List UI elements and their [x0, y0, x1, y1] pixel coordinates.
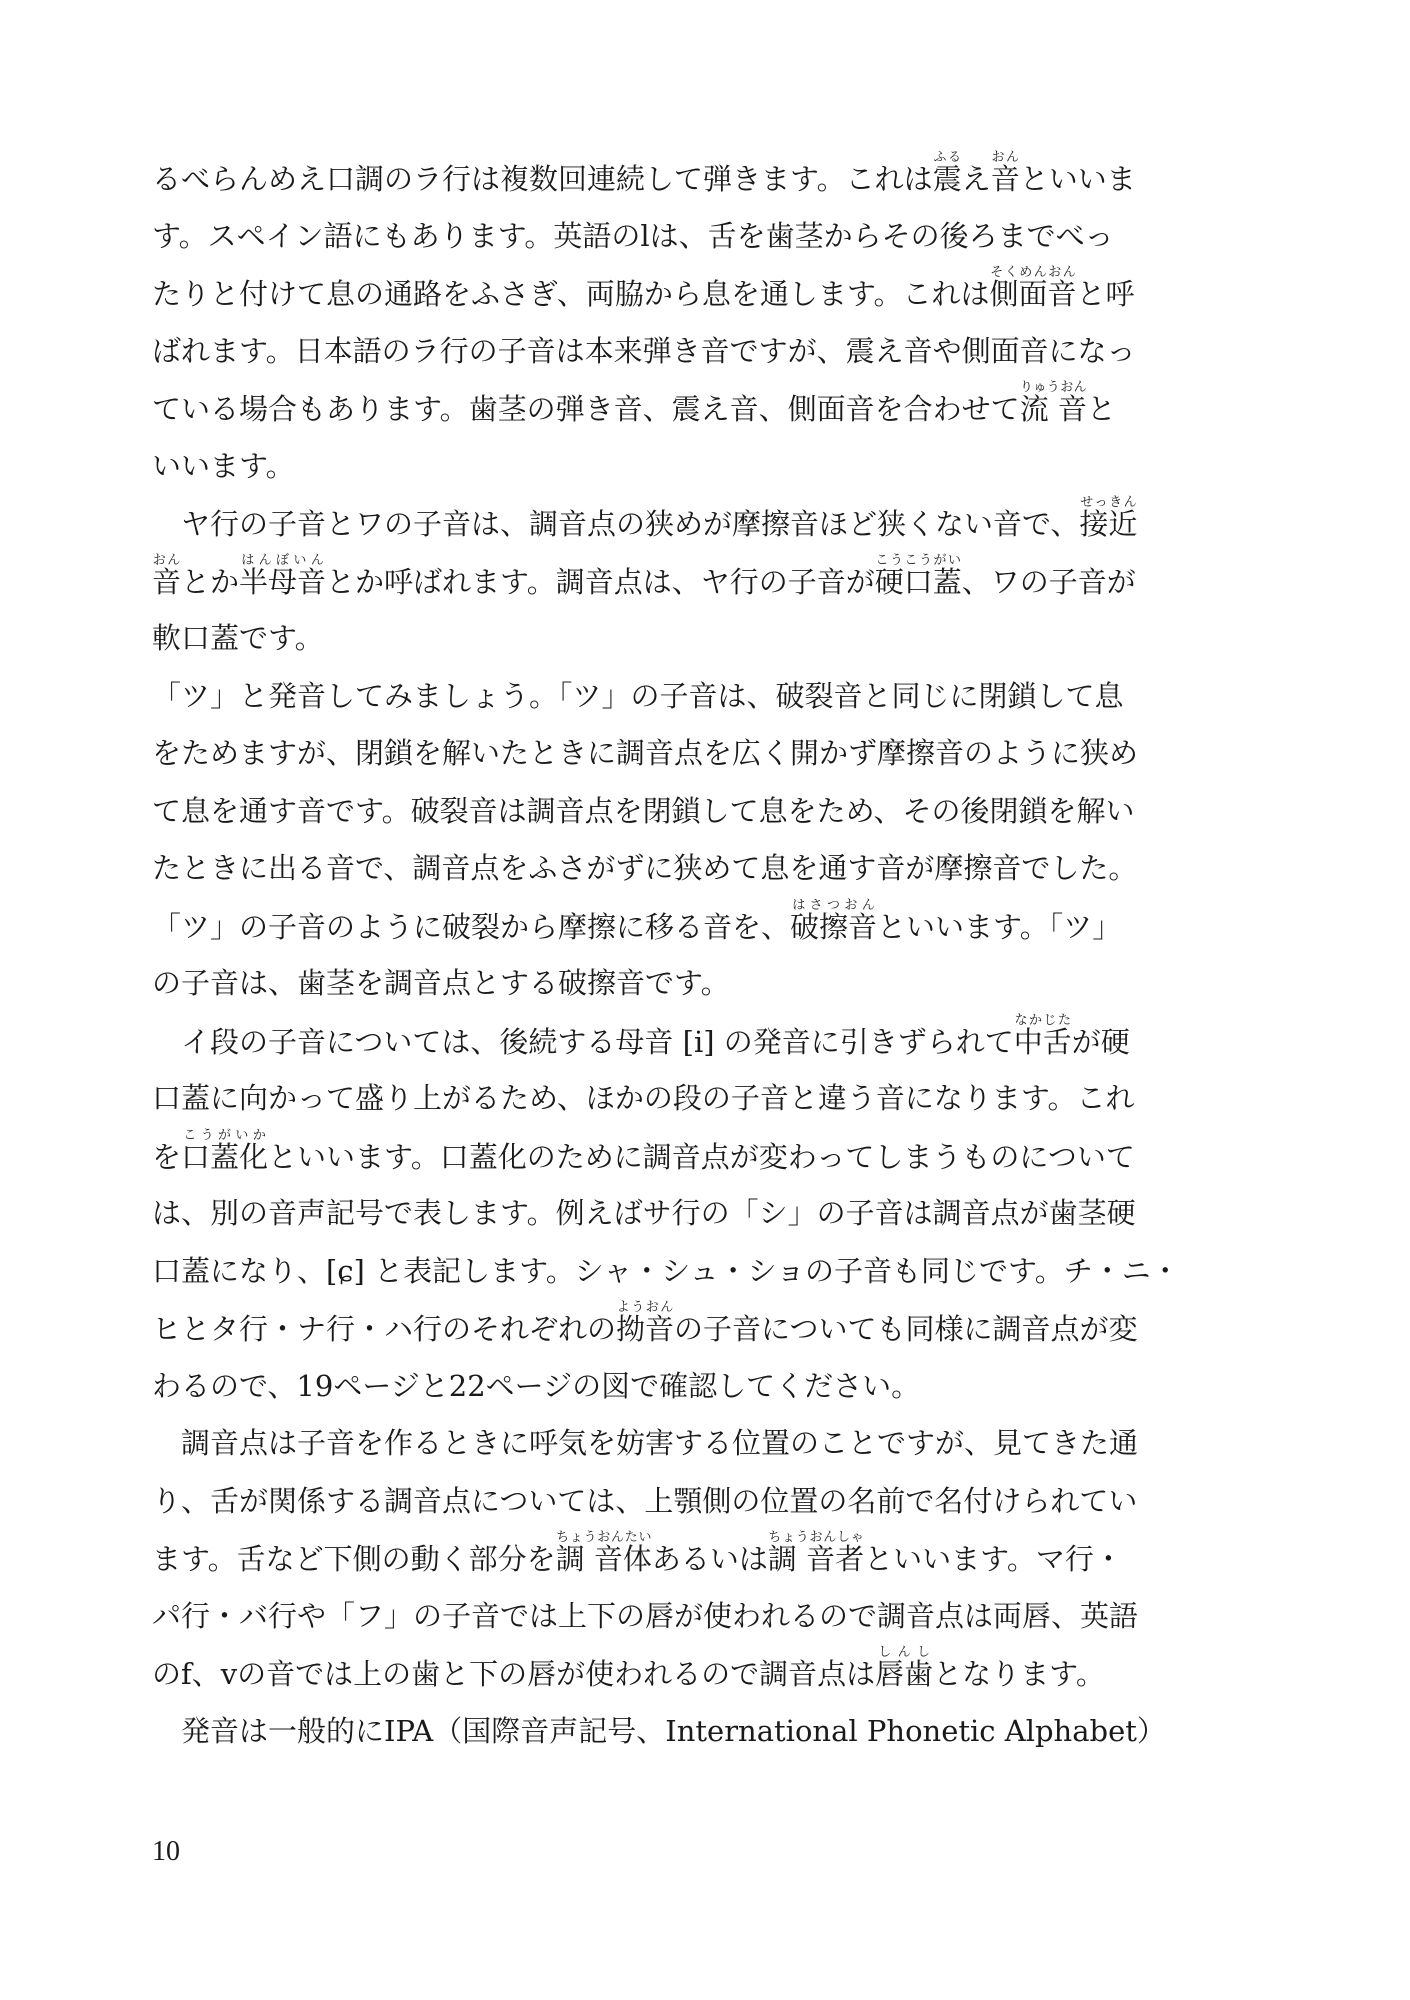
text-line: [152, 323, 1208, 379]
ruby-base: 音: [152, 564, 182, 599]
text-run: 軟口蓋です。: [152, 621, 324, 655]
text-line: [152, 380, 1208, 436]
ruby-reading: ちょうおんたい: [555, 1530, 652, 1545]
ruby-base: 口蓋化: [181, 1139, 269, 1174]
text-run: ばれます。日本語のラ行の子音は本来弾き音ですが、震え音や側面音になっ: [152, 333, 1136, 368]
text-run: 「ツ」と発音してみましょう。「ツ」の子音は、破裂音と同じに閉鎖して息: [152, 678, 1124, 713]
text-line: [152, 1588, 1208, 1644]
text-run: ている場合もあります。歯茎の弾き音、震え音、側面音を合わせて: [152, 392, 1020, 426]
text-line: [152, 265, 1208, 321]
ruby-base: 硬口蓋: [874, 564, 962, 599]
ruby-term: [990, 150, 1020, 196]
text-run: たときに出る音で、調音点をふさがずに狭めて息を通す音が摩擦音でした。: [152, 851, 1138, 885]
text-run: のf、vの音では上の歯と下の唇が使われるので調音点は: [152, 1657, 876, 1691]
text-line: [152, 1300, 1208, 1356]
ruby-reading: ちょうおんしゃ: [767, 1530, 865, 1545]
text-run: て息を通す音です。破裂音は調音点を閉鎖して息をため、その後閉鎖を解い: [152, 793, 1135, 828]
text-line: [152, 553, 1208, 609]
ruby-base: 接近: [1079, 507, 1138, 541]
text-run: の子音は、歯茎を調音点とする破擦音です。: [152, 966, 730, 1000]
text-run: パ行・バ行や「フ」の子音では上下の唇が使われるので調音点は両唇、英語: [152, 1598, 1139, 1633]
text-run: わるので、19ページと22ページの図で確認してください。: [152, 1368, 921, 1403]
ruby-term: [616, 1300, 675, 1346]
text-run: るべらんめえ口調のラ行は複数回連続して弾きます。これは: [152, 162, 933, 196]
text-run: ヤ行の子音とワの子音は、調音点の狭めが摩擦音ほど狭くない音で、: [152, 507, 1080, 541]
text-line: [152, 898, 1208, 954]
text-run: ます。舌など下側の動く部分を: [152, 1542, 556, 1576]
ruby-term: [875, 1645, 934, 1691]
ruby-reading: なかじた: [1013, 1012, 1072, 1028]
text-run: となります。: [933, 1657, 1105, 1691]
ruby-reading: ふる: [932, 150, 962, 165]
text-run: とか: [181, 564, 240, 599]
ruby-term: [874, 552, 962, 599]
text-run: イ段の子音については、後続する母音 [i] の発音に引きずられて: [152, 1024, 1014, 1059]
ruby-base: 側面音: [989, 277, 1077, 311]
ruby-reading: そくめんおん: [989, 265, 1077, 280]
body-text: [152, 150, 1208, 1760]
ruby-base: 破擦音: [790, 909, 878, 944]
text-line: [152, 1645, 1208, 1701]
text-line: [152, 1128, 1208, 1184]
text-line: [152, 1530, 1208, 1586]
text-run: り、舌が関係する調音点については、上顎側の位置の名前で名付けられてい: [152, 1483, 1138, 1518]
ruby-base: 拗音: [616, 1312, 675, 1346]
text-line: [152, 1358, 1208, 1414]
ruby-base: 流 音: [1019, 392, 1087, 426]
text-run: あるいは: [651, 1542, 768, 1576]
text-run: 、ワの子音が: [961, 564, 1136, 599]
ruby-reading: おん: [152, 552, 182, 568]
text-run: 口蓋に向かって盛り上がるため、ほかの段の子音と違う音になります。これ: [152, 1081, 1135, 1115]
text-line: [152, 1185, 1208, 1241]
ruby-reading: おん: [990, 150, 1020, 165]
page-number: 10: [152, 1836, 180, 1867]
text-line: [152, 150, 1208, 206]
text-line: [152, 438, 1208, 494]
text-line: [152, 840, 1208, 896]
text-line: [152, 1013, 1208, 1069]
text-run: は、別の音声記号で表します。例えばサ行の「シ」の子音は調音点が歯茎硬: [152, 1196, 1136, 1230]
text-line: [152, 1415, 1208, 1471]
ruby-term: [1019, 380, 1087, 426]
text-run: いいます。: [152, 448, 295, 483]
text-run: をためますが、閉鎖を解いたときに調音点を広く開かず摩擦音のように狭め: [152, 736, 1139, 770]
text-run: といいます。マ行・: [864, 1542, 1123, 1576]
text-run: 調音点は子音を作るときに呼気を妨害する位置のことですが、見てきた通: [152, 1426, 1139, 1460]
text-run: の子音についても同様に調音点が変: [674, 1312, 1138, 1346]
text-line: [152, 610, 1208, 666]
text-line: [152, 725, 1208, 781]
ruby-term: [767, 1530, 865, 1576]
ruby-base: 中舌: [1013, 1024, 1072, 1059]
ruby-base: 調 音者: [767, 1542, 865, 1576]
text-line: [152, 1070, 1208, 1126]
text-line: [152, 495, 1208, 551]
text-line: [152, 1703, 1208, 1759]
text-run: たりと付けて息の通路をふさぎ、両脇から息を通します。これは: [152, 277, 990, 311]
text-run: といいます。「ツ」: [877, 909, 1122, 944]
text-run: 口蓋になり、[ɕ] と表記します。シャ・シュ・ショの子音も同じです。チ・ニ・: [152, 1253, 1180, 1288]
text-line: [152, 783, 1208, 839]
ruby-term: [989, 265, 1077, 311]
text-run: と: [1086, 392, 1116, 426]
text-line: [152, 668, 1208, 724]
ruby-reading: せっきん: [1079, 495, 1138, 510]
text-run: といいま: [1019, 162, 1136, 196]
ruby-term: [152, 552, 182, 599]
ruby-reading: こうがいか: [181, 1127, 269, 1143]
ruby-term: [181, 1127, 269, 1174]
ruby-term: [555, 1530, 652, 1576]
ruby-term: [932, 150, 962, 196]
ruby-base: 半母音: [239, 564, 327, 599]
ruby-reading: はさつおん: [790, 897, 878, 913]
ruby-reading: ようおん: [616, 1300, 675, 1315]
ruby-term: [1013, 1012, 1072, 1059]
ruby-reading: こうこうがい: [874, 552, 962, 568]
text-run: 「ツ」の子音のように破裂から摩擦に移る音を、: [152, 909, 791, 944]
text-line: [152, 1473, 1208, 1529]
ruby-base: 唇歯: [875, 1657, 934, 1691]
text-run: とか呼ばれます。調音点は、ヤ行の子音が: [326, 564, 875, 599]
ruby-term: [1079, 495, 1138, 541]
text-run: といいます。口蓋化のために調音点が変わってしまうものについて: [268, 1139, 1135, 1174]
text-run: す。スペイン語にもあります。英語のlは、舌を歯茎からその後ろまでべっ: [152, 218, 1114, 253]
text-line: [152, 1243, 1208, 1299]
ruby-term: [239, 552, 327, 599]
text-run: を: [152, 1139, 182, 1174]
ruby-reading: しんし: [875, 1645, 934, 1660]
text-run: え: [961, 162, 991, 196]
text-line: [152, 208, 1208, 264]
text-run: と呼: [1076, 277, 1135, 311]
ruby-term: [790, 897, 878, 944]
ruby-base: 音: [990, 162, 1020, 196]
ruby-base: 震: [932, 162, 962, 196]
ruby-reading: りゅうおん: [1019, 380, 1087, 395]
ruby-reading: はんぼいん: [239, 552, 327, 568]
text-run: 発音は一般的にIPA（国際音声記号、International Phonetic Alphabet）: [152, 1713, 1166, 1748]
text-run: が硬: [1071, 1024, 1130, 1059]
ruby-base: 調 音体: [555, 1542, 652, 1576]
text-run: ヒとタ行・ナ行・ハ行のそれぞれの: [152, 1312, 617, 1346]
text-line: [152, 955, 1208, 1011]
